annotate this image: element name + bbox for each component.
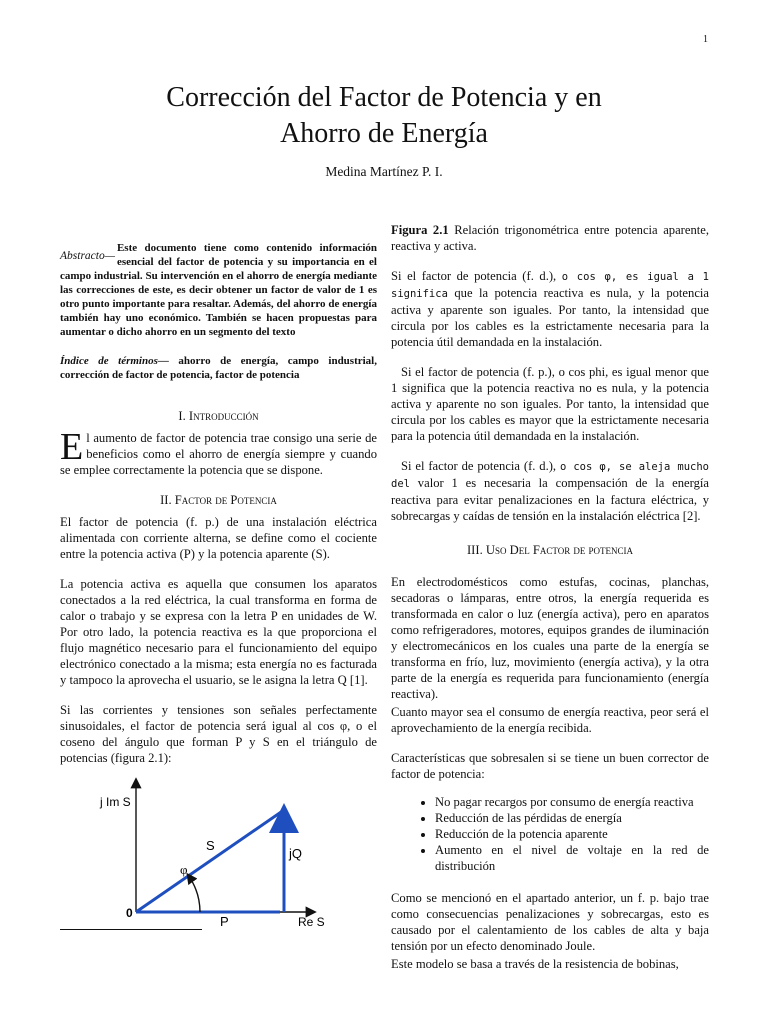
- uso-paragraph-5: Este modelo se basa a través de la resistencia de bobinas,: [391, 957, 679, 971]
- figure-divider: [60, 929, 202, 930]
- right-paragraph-2: Si el factor de potencia (f. p.), o cos phi, es igual menor que 1 significa que la potencia reactiva no es nula, y la potencia activa y aparente no son iguales. Por tanto, la intensidad que circula por los cables es mayor que la estrictamente necesaria para la potencia útil demandada en la instalación.: [391, 365, 709, 443]
- uso-paragraph-4: Como se mencionó en el apartado anterior, un f. p. bajo trae como consecuencias penalizaciones y sobrecargas, esto es causado por el calentamiento de los cables de alta y baja tensión por un efecto denominado Joule.: [391, 891, 709, 953]
- author: Medina Martínez P. I.: [325, 164, 443, 179]
- s-vector: [136, 810, 284, 912]
- left-column: [60, 236, 377, 766]
- page-number: 1: [703, 34, 708, 45]
- phi-arc: [188, 875, 200, 912]
- list-item: • Aumento en el nivel de voltaje en la red de distribución: [435, 842, 709, 874]
- intro-paragraph: [60, 426, 377, 478]
- intro-text: l aumento de factor de potencia trae consigo una serie de beneficios como el ahorro de energía siempre y cuando se emplee correctamente la potencia que se dispone.: [60, 431, 377, 477]
- rp3-text-b: valor 1 es necesaria la compensación de la energía reactiva para evitar penalizaciones en la factura eléctrica, y sobrecargas y caídas de tensión en la instalación eléctrica [2].: [391, 476, 709, 523]
- list-item: • Reducción de las pérdidas de energía: [435, 810, 709, 826]
- x-axis-label: Re S: [298, 915, 325, 928]
- y-axis-label: j Im S: [100, 795, 131, 809]
- abstract-text: Este documento tiene como contenido información esencial del factor de potencia y su importancia en el campo industrial. Su intervención en el ahorro de energía mediante las correcciones de este, es decir obtener un factor de valor de 1 es otro punto importante para resaltar. Además, del ahorro de energía también hay uno económico. También se hacen propuestas para aumentar o dicho ahorro en un segmento del texto: [60, 242, 377, 338]
- uso-paragraph-3: Características que sobresalen si se tiene un buen corrector de factor de potencia:: [391, 751, 709, 781]
- power-triangle-diagram: [60, 768, 378, 928]
- section-heading-uso: III. Uso Del Factor de potencia: [466, 543, 633, 557]
- right-paragraph-3: [391, 458, 709, 524]
- factor-paragraph-3: Si las corrientes y tensiones son señales perfectamente sinusoidales, el factor de potencia será igual al cos φ, o el coseno del ángulo que forman P y S en el triángulo de potencias (figura 2.1):: [60, 703, 377, 765]
- figure-caption-text: Relación trigonométrica entre potencia aparente, reactiva y activa.: [391, 223, 709, 253]
- index-terms: [60, 354, 377, 382]
- uso-paragraph-1: En electrodomésticos como estufas, cocinas, planchas, secadoras o lámparas, entre otros, la energía requerida es transformada en calor o luz (energía activa), pero en aparatos como refrigeradores, motores, equipos grandes de iluminación y electromecánicos en los cuales una parte de la energía se transforma en frío, luz, movimiento (energía activa), y la otra parte de la energía es requerida para funcionamiento (energía reactiva).: [391, 575, 709, 701]
- right-column: [391, 222, 709, 972]
- section-heading-introduction: I. Introducción: [178, 409, 259, 423]
- figure-caption: [391, 222, 709, 254]
- figure-caption-number: Figura 2.1: [391, 223, 449, 237]
- index-terms-label: Índice de términos—: [60, 355, 169, 367]
- index-terms-text: ahorro de energía, campo industrial, corrección de factor de potencia, factor de potencia: [60, 355, 377, 381]
- s-label: S: [206, 838, 215, 853]
- rp1-mono: o cos φ, es igual a 1 significa: [391, 271, 709, 300]
- benefits-list: [391, 794, 709, 874]
- drop-cap: E: [60, 426, 84, 468]
- list-item: • No pagar recargos por consumo de energía reactiva: [435, 794, 709, 810]
- factor-paragraph-1: El factor de potencia (f. p.) de una instalación eléctrica alimentada con corriente alterna, se define como el cociente entre la potencia activa (P) y la potencia aparente (S).: [60, 515, 377, 561]
- title-line-1: Corrección del Factor de Potencia y en: [166, 82, 602, 113]
- rp1-text-b: que la potencia reactiva es nula, y la potencia activa y aparente son iguales. Por tanto, la intensidad que circula por los cables es la estrictamente necesaria para la potencia útil demandada en la instalación.: [391, 286, 709, 349]
- paper-title: [0, 80, 768, 152]
- q-label: jQ: [289, 846, 302, 861]
- section-heading-factor-de-potencia: II. Factor de Potencia: [160, 493, 277, 507]
- rp3-text-a: Si el factor de potencia (f. d.),: [401, 459, 560, 473]
- p-label: P: [220, 914, 229, 928]
- list-item: • Reducción de la potencia aparente: [435, 826, 709, 842]
- origin-label: 0: [126, 906, 133, 920]
- factor-paragraph-2: La potencia activa es aquella que consumen los aparatos conectados a la red eléctrica, la cual transforma en forma de calor o trabajo y se expresa con la letra P en unidades de W. Por otro lado, la potencia reactiva es la que proporciona el flujo magnético necesario para el funcionamiento del equipo electrónico conectado a la misma; esta energía no es facturada y tampoco la aprovecha el usuario, se le asigna la letra Q [1].: [60, 577, 377, 687]
- abstract-label: Abstracto—: [60, 250, 115, 262]
- phi-label: φ: [180, 862, 188, 877]
- uso-paragraph-2: Cuanto mayor sea el consumo de energía reactiva, peor será el aprovechamiento de la energía recibida.: [391, 705, 709, 735]
- rp1-text-a: Si el factor de potencia (f. d.),: [391, 269, 562, 283]
- power-triangle-figure: [60, 768, 378, 928]
- abstract: [60, 241, 377, 339]
- title-line-2: Ahorro de Energía: [280, 118, 488, 149]
- right-paragraph-1: [391, 268, 709, 350]
- rp3-mono: o cos φ, se aleja mucho del: [391, 461, 709, 490]
